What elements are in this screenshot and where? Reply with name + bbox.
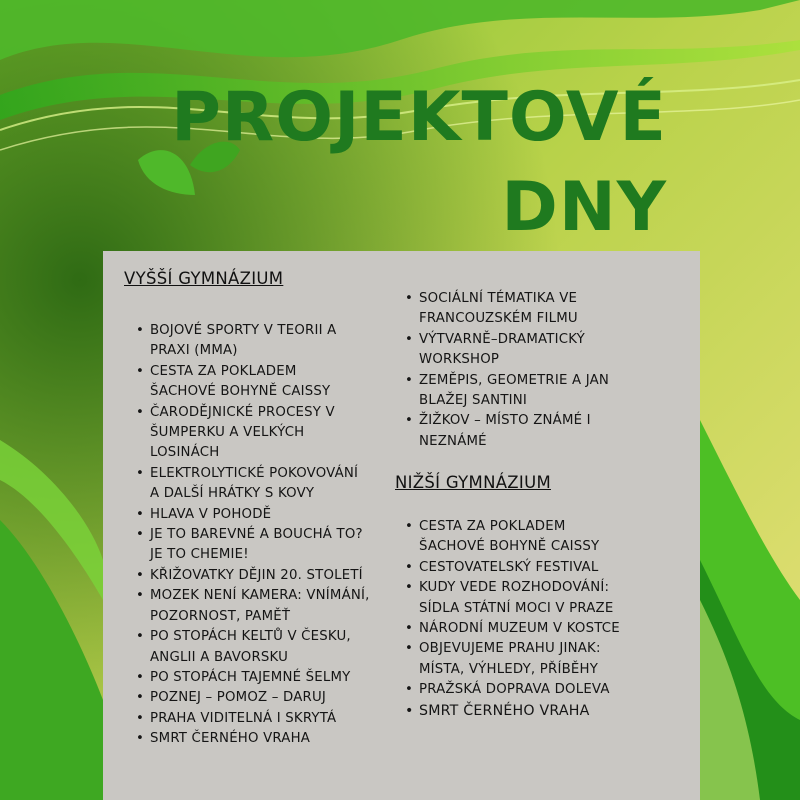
list-item: • SMRT ČERNÉHO VRAHA [405, 701, 675, 721]
list-item: • ELEKTROLYTICKÉ POKOVOVÁNÍ [136, 464, 386, 484]
list-item: • POZNEJ – POMOZ – DARUJ [136, 688, 386, 708]
list-item: • PRAŽSKÁ DOPRAVA DOLEVA [405, 680, 675, 700]
upper-school-heading: VYŠŠÍ GYMNÁZIUM [124, 269, 284, 288]
upper-school-list [136, 321, 386, 750]
list-item: • MOZEK NENÍ KAMERA: VNÍMÁNÍ, [136, 586, 386, 606]
list-item: • PO STOPÁCH KELTŮ V ČESKU, [136, 627, 386, 647]
page-title: PROJEKTOVÉ [171, 78, 667, 157]
list-item: • VÝTVARNĚ–DRAMATICKÝ [405, 330, 665, 350]
program-panel [103, 251, 700, 800]
list-item: • PO STOPÁCH TAJEMNÉ ŠELMY [136, 668, 386, 688]
list-item: PRAXI (MMA) [150, 343, 238, 359]
list-item: • PRAHA VIDITELNÁ I SKRYTÁ [136, 709, 386, 729]
list-item: ŠUMPERKU A VELKÝCH [150, 425, 305, 441]
lower-school-list [405, 517, 675, 721]
lower-school-heading: NIŽŠÍ GYMNÁZIUM [395, 473, 551, 492]
list-item: ŠACHOVÉ BOHYNĚ CAISSY [150, 384, 331, 400]
list-item: POZORNOST, PAMĚŤ [150, 608, 291, 624]
list-item: • KŘIŽOVATKY DĚJIN 20. STOLETÍ [136, 566, 386, 586]
list-item: • KUDY VEDE ROZHODOVÁNÍ: [405, 578, 675, 598]
list-item: • OBJEVUJEME PRAHU JINAK: [405, 639, 675, 659]
list-item: ŠACHOVÉ BOHYNĚ CAISSY [419, 539, 600, 555]
upper-school-list-continued [405, 289, 665, 452]
list-item: A DALŠÍ HRÁTKY S KOVY [150, 486, 315, 502]
list-item: • JE TO BAREVNÉ A BOUCHÁ TO? [136, 525, 386, 545]
list-item: ANGLII A BAVORSKU [150, 649, 289, 665]
list-item: FRANCOUZSKÉM FILMU [419, 311, 578, 327]
list-item: SÍDLA STÁTNÍ MOCI V PRAZE [419, 600, 614, 616]
list-item: MÍSTA, VÝHLEDY, PŘÍBĚHY [419, 661, 599, 677]
list-item: • CESTA ZA POKLADEM [136, 362, 386, 382]
list-item: • CESTOVATELSKÝ FESTIVAL [405, 558, 675, 578]
list-item: • SOCIÁLNÍ TÉMATIKA VE [405, 289, 665, 309]
list-item: • NÁRODNÍ MUZEUM V KOSTCE [405, 619, 675, 639]
list-item: BLAŽEJ SANTINI [419, 393, 528, 409]
list-item: • ŽIŽKOV – MÍSTO ZNÁMÉ I [405, 411, 665, 431]
list-item: • ČARODĚJNICKÉ PROCESY V [136, 403, 386, 423]
list-item: • SMRT ČERNÉHO VRAHA [136, 729, 386, 749]
list-item: JE TO CHEMIE! [150, 547, 249, 563]
list-item: WORKSHOP [419, 352, 500, 368]
list-item: • BOJOVÉ SPORTY V TEORII A [136, 321, 386, 341]
list-item: • HLAVA V POHODĚ [136, 505, 386, 525]
list-item: NEZNÁMÉ [419, 433, 487, 449]
page-title-line2: DNY [501, 168, 667, 247]
list-item: • CESTA ZA POKLADEM [405, 517, 675, 537]
list-item: LOSINÁCH [150, 445, 220, 461]
list-item: • ZEMĚPIS, GEOMETRIE A JAN [405, 371, 665, 391]
